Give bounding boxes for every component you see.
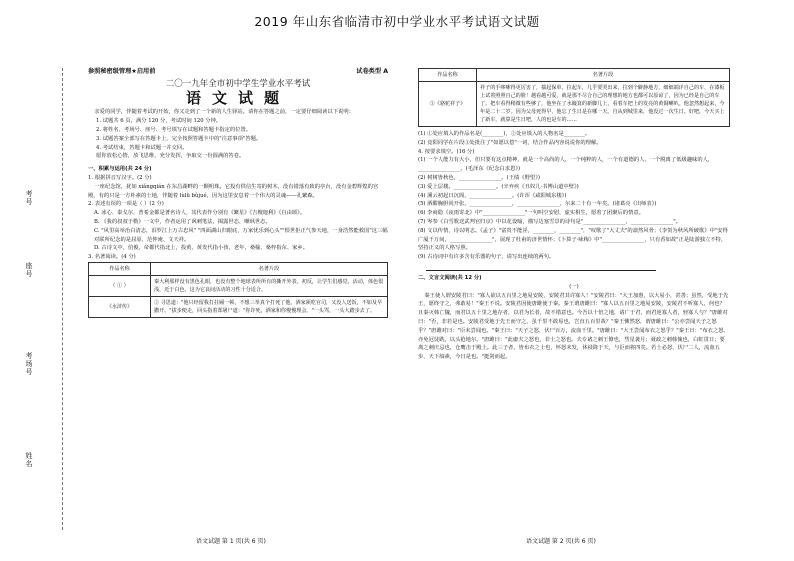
table-head-work: 作品名称 xyxy=(89,262,151,275)
question-4: 4. 按要求填空。(16 分) xyxy=(418,148,475,155)
table-head-excerpt: 名著片段 xyxy=(151,262,388,275)
page-1-footer: 语文试题 第 1 页(共 6 页) xyxy=(196,538,266,545)
work-name-1: （ ① ） xyxy=(89,275,151,296)
note-4: 4. 考试结束，答题卡和试题一并交回。 xyxy=(96,144,188,151)
note-5: 愿你放松心情，放飞思维，充分发挥，争取交一份圆满的答卷。 xyxy=(96,153,245,160)
secret-label: 参照秘密级管理★启用前 xyxy=(88,68,156,75)
question-1: 1. 根据拼音写汉字。(2 分) xyxy=(88,174,152,181)
question-3-2: (2) 竟阳同学在片段③处批注了"如愿以偿"一词，结合作品内容说说你的理解。 xyxy=(418,139,602,146)
label-exam-number: 考号 xyxy=(25,190,33,206)
question-4-3: (3) 爱上层楼。________________。(辛弃疾《丑奴儿·书博山道中壁》) xyxy=(418,183,579,190)
note-3: 3. 试题答案全部写在答题卡上，完全按照答题卡中的"注意事项"答题。 xyxy=(96,135,262,142)
section-2-heading: 二、文言文阅读(共 12 分) xyxy=(418,274,482,281)
book-table-2 xyxy=(418,68,730,127)
table-head-work: 作品名称 xyxy=(419,69,477,82)
question-4-8: (8) 文以传情，诗以明志。《孟子》"富贵不能淫，________，________"，"叹歌了"大丈夫"的凛然风骨；《李贺为秋风所破歌》中"安得广厦千万间，________________"，展现了杜甫的济世情怀；《卜算子·咏梅》中"________________，只有香如故"正是陆游独立不特，坚持正义的人格写照。 xyxy=(418,227,728,252)
note-1: 1. 试题共 6 页，满分 120 分，考试时间 120 分钟。 xyxy=(96,118,222,125)
note-2: 2. 将姓名、考场号、座号、考号填写在试题和答题卡指定的位置。 xyxy=(96,126,252,133)
page-2 xyxy=(418,68,730,362)
q2-option-d: D. 古诗文中，伯俊、帝都代指北上，投黄、黄发代指小孩、老年，桑榆、桑梓指东、家乡。 xyxy=(94,245,309,252)
question-2: 2. 表述有误的一项是（ ）(2 分) xyxy=(88,201,164,208)
label-name: 姓名 xyxy=(25,452,33,468)
excerpt-2: ② 寻思道："他只经留我打拄厢一顿，不想三拳真个打死了他。洒家须吃官司，又没人送饭，不如及早撒开。"拔步便走，回头指着郑屠尸道："你诈死，洒家和你慢慢理会。"一头骂，一头大踏步去了。 xyxy=(151,296,388,317)
table-row xyxy=(89,275,388,296)
question-4-4: (4) 溪云初起日沉阁，________________。(许浑《咸阳城东楼》) xyxy=(418,192,567,199)
book-table-1 xyxy=(88,262,388,318)
exam-name: 二〇一九年全市初中学生学业水平考试 xyxy=(165,78,311,89)
q2-option-a: A. 冰心、泰戈尔、普希金都是著名诗人，其代表作分别有《繁星》《吉檀迦利》《自由颂》。 xyxy=(94,210,306,217)
binding-line xyxy=(62,68,63,530)
question-4-5: (5) 酒酣胸胆尚开张，________________，________________，尔来二十有一年矣。(诸葛亮《出师表》) xyxy=(418,201,657,208)
table-head-excerpt: 名著片段 xyxy=(477,69,730,82)
work-name-2: 《水浒传》 xyxy=(89,296,151,317)
excerpt-3: 祥子的手哆嗦得更厉害了，揣起保单，拉起车，几乎要哭出来，拉到个僻静地方，细细端详自己的车，在漆板上试着照照自己的脸！越看越可爱，就是那不尽合自己的理想的地方也都可以原谅了，因为已经是自己的车了。把车看得稍微有些够了，他坐在了水簸箕的新脚儿上，看着车把上的发亮的黄铜喇叭。他忽然想起来，今年是二十二岁。因为父母死得早，他忘了生日是在哪一天。自从到城里来，他没过一次生日。好吧，今天买上了新车，就算是生日吧，人的也是车的…… xyxy=(477,82,730,127)
label-exam-room: 考场号 xyxy=(25,352,33,376)
paper-type: 试卷类型 A xyxy=(356,68,388,75)
q2-option-c: C. "风里高举治白清志，泪罗江上万古忠风" "四面湖山归眼底，万家忧乐到心头""恨世拒正气参天地，一身浩然能救国"这三幅对联所纪念的是屈原、范仲淹、文天祥。 xyxy=(94,227,388,243)
answer-line xyxy=(426,265,656,271)
label-seat-number: 座号 xyxy=(25,262,33,278)
table-row xyxy=(419,82,730,127)
classical-passage: 秦王使人谓安陵君曰："寡人欲以五百里之地易安陵，安陵君其许寡人！"安陵君曰："大王加惠，以大易小，甚善；虽然，受地于先王，愿终守之，弗敢易！"秦王不说。安陵君因使唐雎使于秦。秦王谓唐雎曰："寡人以五百里之地易安陵，安陵君不听寡人，何也？且秦灭韩亡魏，而君以五十里之地存者，以君为长者，故不错意也。今吾以十倍之地，请广于君，而君逆寡人者，轻寡人与？"唐雎对曰："否，非若是也。安陵君受地于先王而守之，虽千里不敢易也，岂直五百里哉？"秦王怫然怒，谓唐雎曰："公亦尝闻天子之怒乎？"唐雎对曰："臣未尝闻也。"秦王曰："天子之怒，伏尸百万，流血千里。"唐雎曰："大王尝闻布衣之怒乎？"秦王曰："布衣之怒，亦免冠徒跣，以头抢地尔。"唐雎曰："此庸夫之怒也，非士之怒也。夫专诸之刺王僚也，彗星袭月；聂政之刺韩傀也，白虹贯日；要离之刺庆忌也，仓鹰击于殿上。此三子者，皆布衣之士也，怀怒未发，休祲降于天，与臣而将四矣。若士必怒，伏尸二人，流血五步，天下缟素，今日是也。"挺剑而起。 xyxy=(418,292,729,361)
intro-text: 亲爱的同学，伴随着考试的开始，你又走到了一个新的人生驿站。请你在答题之前，一定要仔细阅读以下说明： xyxy=(94,109,354,116)
question-3: 3. 名著阅读。(4 分) xyxy=(88,254,136,261)
page-1 xyxy=(88,68,388,318)
question-4-7: (7) 岑参《白雪歌送武判官归京》中以花设喻，描写边塞雪景的诗句是"________________，________________"。 xyxy=(418,218,682,225)
subject-title: 语文试题 xyxy=(185,88,290,107)
question-4-2: (2) 树树皆秋色，________________。(王绩《野望》) xyxy=(418,174,540,181)
work-name-3: ③《骆驼祥子》 xyxy=(419,82,477,127)
q2-option-b: B. 《我的叔叔于勒》一文中，作者运用了讽刺笔法，揭露世态，嘲讽世态。 xyxy=(94,218,271,225)
section-1-heading: 一、积累与运用(共 24 分) xyxy=(88,166,152,173)
passage-number: (一) xyxy=(569,283,579,290)
question-4-9: (9) 古诗词中有许多含有乐器的句子，请写出连续的两句。 xyxy=(418,254,555,261)
question-1-text: 一座纪念馆，犹如 xiǎngqián 在东昌湖畔的一颗明珠。它投有供信生寄的树木，没有错落有致的亭台，没有金碧辉煌的宫殿，有的只是一方朴素的土地，伴随着 lùlǜ bǔjué，因为这里安息着一个伟大的灵魂——孔繁森。 xyxy=(88,183,379,199)
excerpt-1: 秦大利那样没有黑色孔眼，也没有整个地球表所所有的撕开外表。初反，让学生们感觉，活动，体色很浅，近于白色，这为它良间活动的习性十分适合。 xyxy=(151,275,388,296)
header-row xyxy=(88,68,388,77)
page-2-footer: 语文试题 第 2 页(共 6 页) xyxy=(526,538,596,545)
table-row xyxy=(89,296,388,317)
question-4-1: (1) 一个人能力有大小，但只要有这点精神，就是一个高尚的人，一个纯粹的人，一个有道德的人，一个脱离了低级趣味的人，________________。(毛泽东《纪念白求恩》) xyxy=(418,157,714,173)
question-4-6: (6) 李商隐《夜雨寄北》中"________________"一句叫空安慰，虚实相生，愿着了团聚后的情意。 xyxy=(418,210,644,217)
document-title: 2019 年山东省临清市初中学业水平考试语文试题 xyxy=(254,14,540,29)
question-3-1: (1) ①处应填入的作品名是(________)，②处应填入的人物名是________。 xyxy=(418,131,591,137)
